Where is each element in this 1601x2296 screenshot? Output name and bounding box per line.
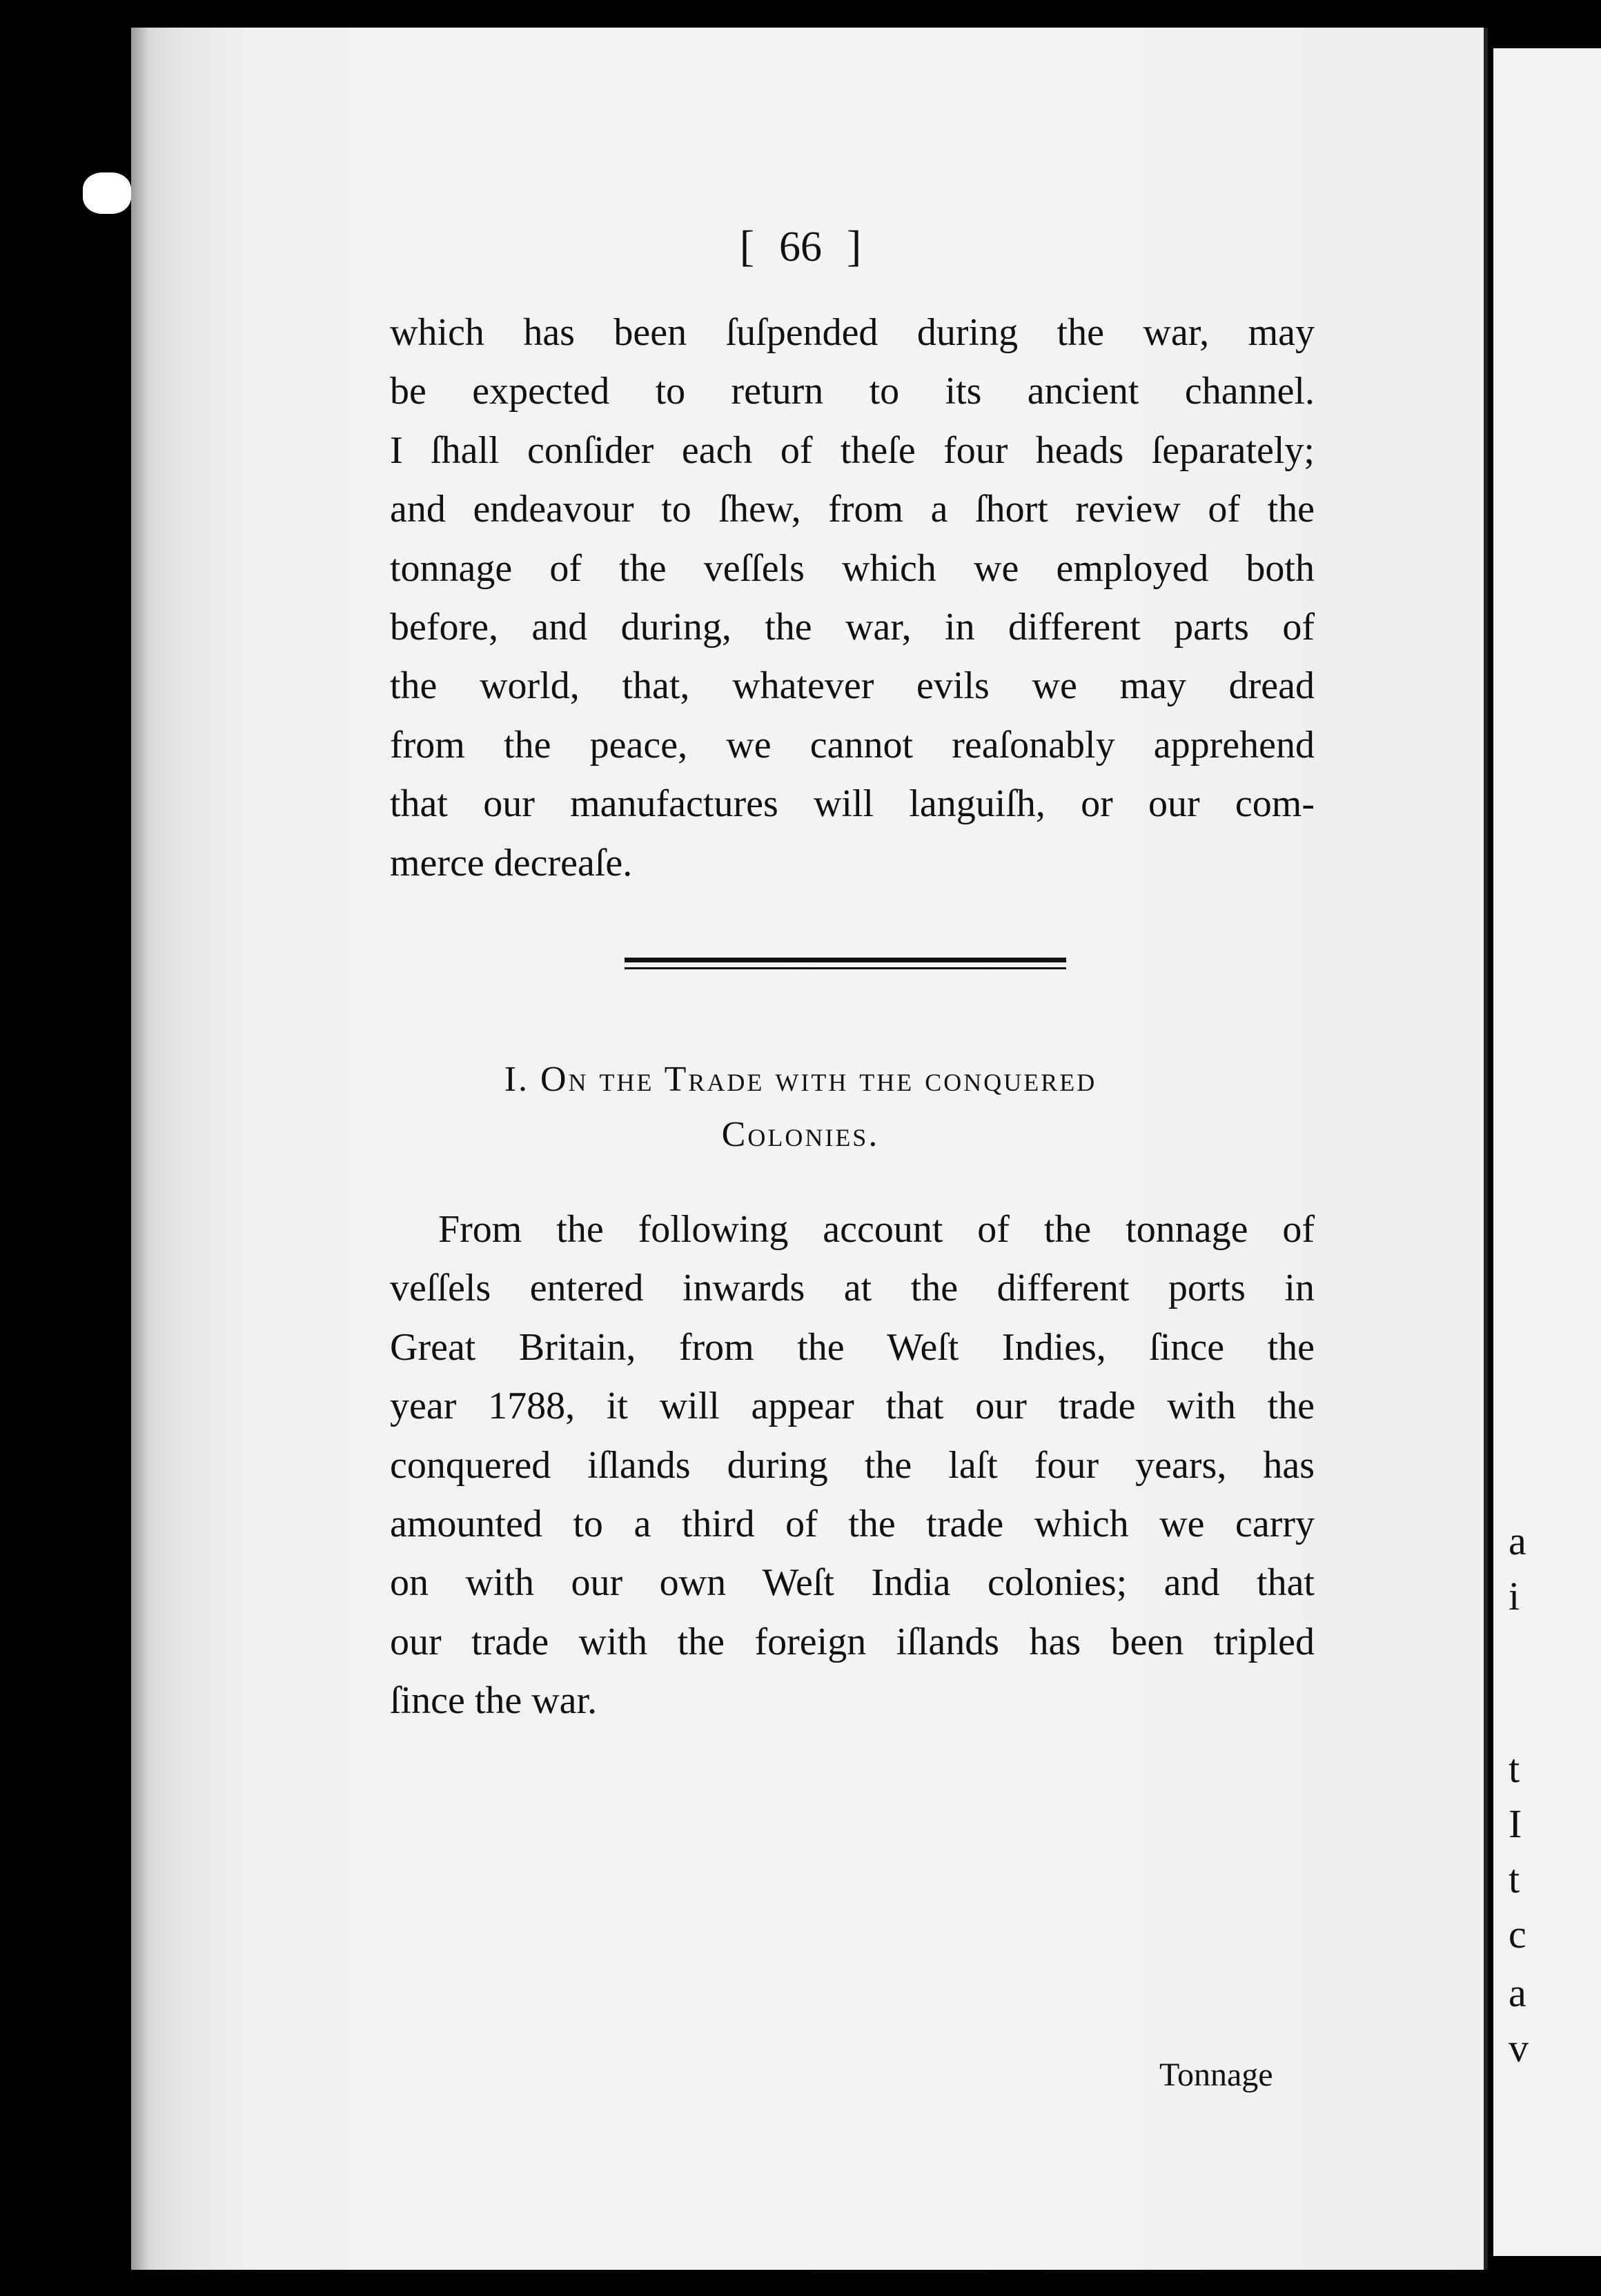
text-line: veſſels entered inwards at the different ports in — [390, 1267, 1315, 1310]
facing-page-letter: i — [1509, 1574, 1520, 1619]
text-line: I ſhall conſider each of theſe four heads ſeparately; — [390, 428, 1315, 472]
facing-page-letter: a — [1509, 1518, 1526, 1563]
text-line: conquered iſlands during the laſt four years, has — [390, 1443, 1315, 1487]
text-line: which has been ſuſpended during the war, may — [390, 311, 1315, 354]
text-line: merce decreaſe. — [390, 841, 633, 884]
text-line: Great Britain, from the Weſt Indies, ſince the — [390, 1325, 1315, 1369]
section-divider-thick — [625, 958, 1066, 962]
text-line: amounted to a third of the trade which we carry — [390, 1502, 1315, 1545]
page-header — [0, 221, 1601, 272]
page-blemish — [83, 172, 131, 214]
facing-page-letter: v — [1509, 2026, 1529, 2070]
text-line: that our manufactures will languiſh, or our com- — [390, 782, 1315, 826]
paragraph-continued — [390, 304, 1315, 893]
text-line: on with our own Weſt India colonies; and that — [390, 1561, 1315, 1605]
page-number: 66 — [779, 224, 822, 270]
text-line: the world, that, whatever evils we may dread — [390, 664, 1315, 708]
text-line: before, and during, the war, in different parts of — [390, 605, 1315, 649]
facing-page-letter: I — [1509, 1801, 1522, 1846]
paragraph-main — [390, 1200, 1315, 1731]
section-heading — [0, 1052, 1601, 1162]
catchword: Tonnage — [1159, 2057, 1273, 2093]
section-heading-line: Colonies. — [721, 1115, 880, 1154]
facing-page-letter: t — [1509, 1857, 1520, 1901]
text-line: year 1788, it will appear that our trade with the — [390, 1385, 1315, 1428]
text-line: our trade with the foreign iſlands has been tripled — [390, 1620, 1315, 1663]
text-line: ſince the war. — [390, 1679, 598, 1723]
text-line: from the peace, we cannot reaſonably apprehend — [390, 723, 1315, 766]
facing-page-letter: c — [1509, 1912, 1526, 1957]
facing-page-letter: a — [1509, 1970, 1526, 2015]
text-line: From the following account of the tonnage of — [438, 1208, 1315, 1251]
section-divider-thin — [625, 967, 1066, 969]
open-bracket: [ — [739, 221, 754, 270]
close-bracket: ] — [847, 221, 862, 270]
text-line: be expected to return to its ancient channel. — [390, 370, 1315, 413]
section-heading-line: I. On the Trade with the conquered — [504, 1060, 1097, 1099]
text-line: tonnage of the veſſels which we employed both — [390, 546, 1315, 590]
text-line: and endeavour to ſhew, from a ſhort review of the — [390, 488, 1315, 531]
facing-page-letter: t — [1509, 1746, 1520, 1791]
